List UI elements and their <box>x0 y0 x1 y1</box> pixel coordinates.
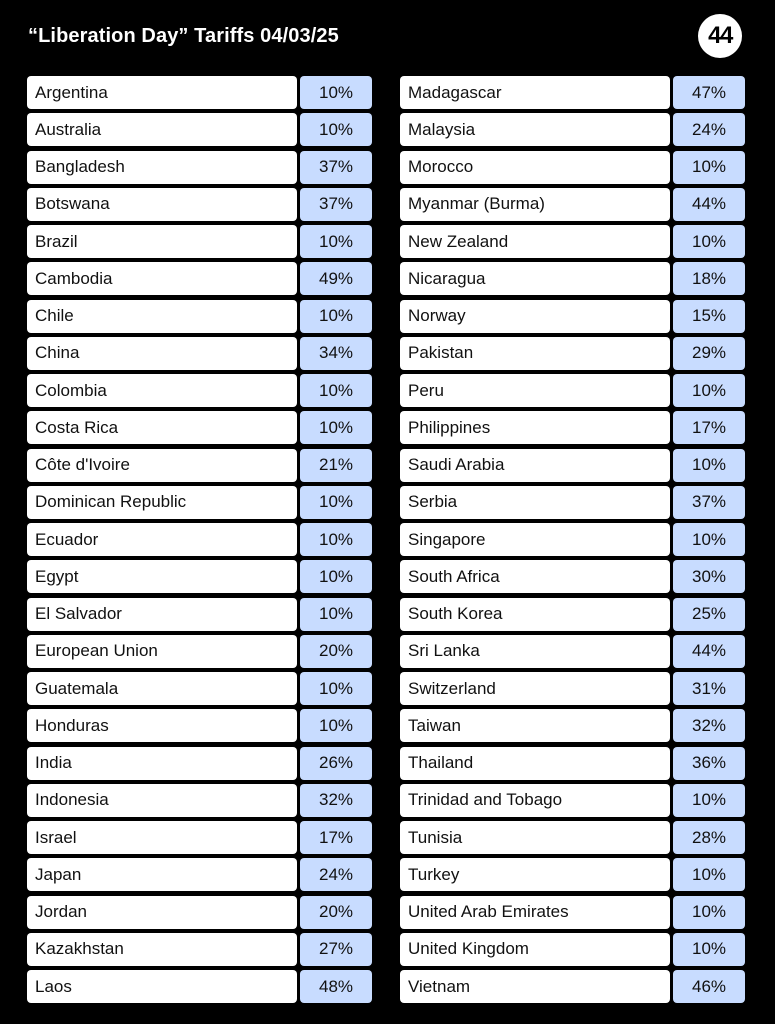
table-row <box>400 374 745 407</box>
table-row <box>400 188 745 221</box>
country-name: Saudi Arabia <box>400 449 670 482</box>
country-name: India <box>27 747 297 780</box>
tariff-value: 21% <box>300 449 372 482</box>
country-name: Honduras <box>27 709 297 742</box>
tariff-value: 44% <box>673 188 745 221</box>
tariff-value: 29% <box>673 337 745 370</box>
country-name: United Arab Emirates <box>400 896 670 929</box>
country-name: Trinidad and Tobago <box>400 784 670 817</box>
table-row <box>400 635 745 668</box>
country-name: Norway <box>400 300 670 333</box>
tariff-value: 34% <box>300 337 372 370</box>
country-name: South Korea <box>400 598 670 631</box>
table-row <box>27 449 372 482</box>
table-row <box>27 188 372 221</box>
table-row <box>27 896 372 929</box>
table-row <box>400 858 745 891</box>
country-name: Turkey <box>400 858 670 891</box>
table-row <box>27 113 372 146</box>
table-row <box>27 598 372 631</box>
table-row <box>27 933 372 966</box>
country-name: Indonesia <box>27 784 297 817</box>
country-name: United Kingdom <box>400 933 670 966</box>
logo-badge: 44 <box>698 14 742 58</box>
tariff-value: 10% <box>673 858 745 891</box>
table-row <box>400 709 745 742</box>
tariff-value: 25% <box>673 598 745 631</box>
table-row <box>27 486 372 519</box>
table-row <box>27 709 372 742</box>
country-name: Malaysia <box>400 113 670 146</box>
tariff-value: 10% <box>673 151 745 184</box>
tariff-value: 46% <box>673 970 745 1003</box>
page-title: “Liberation Day” Tariffs 04/03/25 <box>28 24 339 47</box>
tariff-value: 30% <box>673 560 745 593</box>
table-row <box>27 151 372 184</box>
tariff-value: 27% <box>300 933 372 966</box>
table-row <box>400 151 745 184</box>
country-name: Madagascar <box>400 76 670 109</box>
table-row <box>27 76 372 109</box>
country-name: Jordan <box>27 896 297 929</box>
table-row <box>400 300 745 333</box>
table-row <box>27 374 372 407</box>
tariff-value: 10% <box>300 225 372 258</box>
tariff-value: 10% <box>673 374 745 407</box>
table-row <box>27 672 372 705</box>
country-name: New Zealand <box>400 225 670 258</box>
country-name: Chile <box>27 300 297 333</box>
country-name: El Salvador <box>27 598 297 631</box>
country-name: Laos <box>27 970 297 1003</box>
table-row <box>27 635 372 668</box>
table-row <box>400 896 745 929</box>
tariff-value: 10% <box>300 709 372 742</box>
country-name: Singapore <box>400 523 670 556</box>
table-row <box>27 560 372 593</box>
table-row <box>400 113 745 146</box>
table-row <box>400 821 745 854</box>
tariff-value: 24% <box>300 858 372 891</box>
tariff-table-right <box>400 76 745 1007</box>
country-name: Bangladesh <box>27 151 297 184</box>
country-name: Switzerland <box>400 672 670 705</box>
table-row <box>400 598 745 631</box>
tariff-value: 36% <box>673 747 745 780</box>
table-row <box>400 523 745 556</box>
tariff-value: 10% <box>673 784 745 817</box>
tariff-value: 10% <box>300 411 372 444</box>
country-name: Brazil <box>27 225 297 258</box>
tariff-value: 44% <box>673 635 745 668</box>
tariff-value: 28% <box>673 821 745 854</box>
table-row <box>27 970 372 1003</box>
country-name: Guatemala <box>27 672 297 705</box>
tariff-value: 37% <box>673 486 745 519</box>
table-row <box>400 747 745 780</box>
country-name: Cambodia <box>27 262 297 295</box>
country-name: Vietnam <box>400 970 670 1003</box>
tariff-value: 48% <box>300 970 372 1003</box>
country-name: Serbia <box>400 486 670 519</box>
table-row <box>400 933 745 966</box>
country-name: Argentina <box>27 76 297 109</box>
tariff-value: 10% <box>300 76 372 109</box>
table-row <box>400 560 745 593</box>
country-name: European Union <box>27 635 297 668</box>
table-row <box>400 449 745 482</box>
tariff-value: 10% <box>300 300 372 333</box>
tariff-value: 10% <box>673 523 745 556</box>
tariff-value: 17% <box>300 821 372 854</box>
country-name: Thailand <box>400 747 670 780</box>
tariff-value: 10% <box>673 933 745 966</box>
country-name: Myanmar (Burma) <box>400 188 670 221</box>
tariff-value: 26% <box>300 747 372 780</box>
tariff-value: 47% <box>673 76 745 109</box>
tariff-value: 37% <box>300 151 372 184</box>
country-name: Colombia <box>27 374 297 407</box>
table-row <box>400 262 745 295</box>
table-row <box>400 225 745 258</box>
tariff-value: 10% <box>300 486 372 519</box>
tariff-value: 10% <box>300 113 372 146</box>
tariff-value: 24% <box>673 113 745 146</box>
country-name: South Africa <box>400 560 670 593</box>
table-row <box>27 337 372 370</box>
tariff-value: 20% <box>300 635 372 668</box>
tariff-value: 15% <box>673 300 745 333</box>
table-row <box>400 784 745 817</box>
country-name: Tunisia <box>400 821 670 854</box>
table-row <box>400 486 745 519</box>
country-name: Israel <box>27 821 297 854</box>
table-row <box>27 225 372 258</box>
tariff-value: 10% <box>300 672 372 705</box>
country-name: Australia <box>27 113 297 146</box>
table-row <box>400 970 745 1003</box>
table-row <box>27 784 372 817</box>
tariff-value: 32% <box>673 709 745 742</box>
country-name: Peru <box>400 374 670 407</box>
tariff-value: 20% <box>300 896 372 929</box>
country-name: Côte d'Ivoire <box>27 449 297 482</box>
tariff-value: 31% <box>673 672 745 705</box>
table-row <box>400 76 745 109</box>
country-name: Nicaragua <box>400 262 670 295</box>
tariff-table-left <box>27 76 372 1007</box>
tariff-value: 17% <box>673 411 745 444</box>
tariff-value: 10% <box>673 896 745 929</box>
country-name: Dominican Republic <box>27 486 297 519</box>
header <box>28 22 339 50</box>
country-name: Botswana <box>27 188 297 221</box>
tariff-value: 18% <box>673 262 745 295</box>
country-name: Sri Lanka <box>400 635 670 668</box>
table-row <box>27 300 372 333</box>
tariff-value: 10% <box>300 523 372 556</box>
tariff-value: 10% <box>673 225 745 258</box>
country-name: Taiwan <box>400 709 670 742</box>
table-row <box>27 523 372 556</box>
table-row <box>400 337 745 370</box>
table-row <box>27 747 372 780</box>
country-name: Morocco <box>400 151 670 184</box>
table-row <box>400 411 745 444</box>
country-name: Costa Rica <box>27 411 297 444</box>
country-name: Pakistan <box>400 337 670 370</box>
country-name: Egypt <box>27 560 297 593</box>
tariff-value: 37% <box>300 188 372 221</box>
table-row <box>27 821 372 854</box>
table-row <box>27 411 372 444</box>
tariff-value: 10% <box>300 374 372 407</box>
tariff-value: 10% <box>300 560 372 593</box>
tariff-value: 10% <box>673 449 745 482</box>
table-row <box>27 858 372 891</box>
country-name: Japan <box>27 858 297 891</box>
table-row <box>27 262 372 295</box>
table-row <box>400 672 745 705</box>
tariff-value: 32% <box>300 784 372 817</box>
country-name: Philippines <box>400 411 670 444</box>
country-name: China <box>27 337 297 370</box>
country-name: Kazakhstan <box>27 933 297 966</box>
tariff-value: 49% <box>300 262 372 295</box>
country-name: Ecuador <box>27 523 297 556</box>
tariff-value: 10% <box>300 598 372 631</box>
